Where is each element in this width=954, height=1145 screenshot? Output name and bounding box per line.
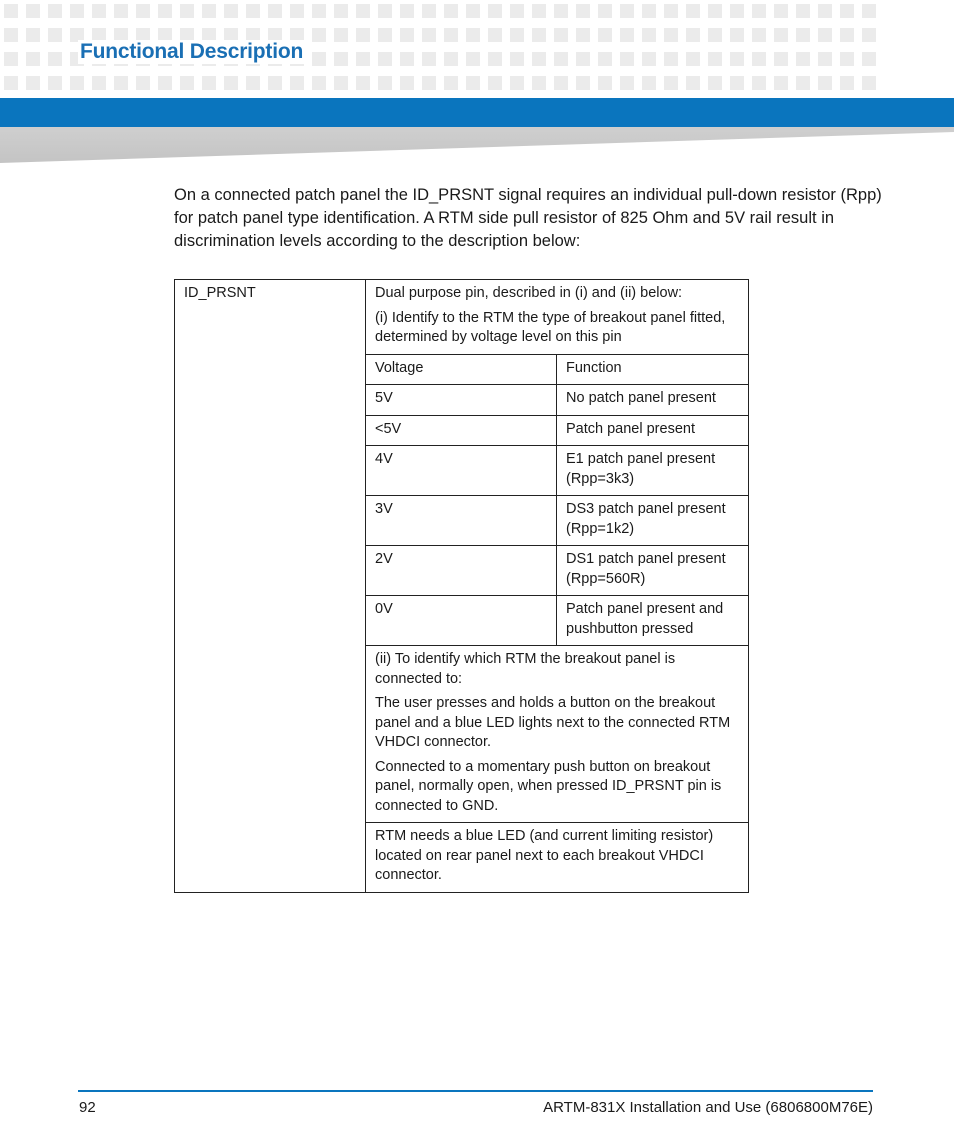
header-pattern-square <box>730 76 744 90</box>
header-pattern-square <box>312 52 326 66</box>
voltage-cell: 3V <box>366 496 557 546</box>
signal-name-cell <box>175 280 366 893</box>
function-header: Function <box>557 354 749 385</box>
header-pattern-square <box>466 52 480 66</box>
header-pattern-square <box>422 76 436 90</box>
header-pattern-square <box>796 52 810 66</box>
header-pattern-square <box>796 28 810 42</box>
header-pattern-square <box>378 52 392 66</box>
header-pattern-square <box>92 76 106 90</box>
header-pattern-square <box>818 76 832 90</box>
header-pattern-square <box>818 4 832 18</box>
header-pattern-square <box>246 4 260 18</box>
header-pattern-square <box>752 76 766 90</box>
header-pattern-square <box>488 76 502 90</box>
header-pattern-square <box>576 76 590 90</box>
header-pattern-square <box>246 76 260 90</box>
header-pattern-square <box>290 4 304 18</box>
header-pattern-square <box>532 4 546 18</box>
header-pattern-square <box>686 4 700 18</box>
header-pattern-square <box>422 52 436 66</box>
header-pattern-square <box>598 4 612 18</box>
header-pattern-square <box>796 4 810 18</box>
header-pattern-square <box>510 28 524 42</box>
header-pattern-square <box>664 76 678 90</box>
header-blue-band <box>0 98 954 127</box>
header-pattern-square <box>686 76 700 90</box>
header-pattern-square <box>686 52 700 66</box>
function-cell: DS1 patch panel present (Rpp=560R) <box>557 546 749 596</box>
header-pattern-square <box>312 28 326 42</box>
description-line: Dual purpose pin, described in (i) and (ii) below: <box>375 285 683 301</box>
function-cell: Patch panel present and pushbutton pressed <box>557 596 749 646</box>
header-pattern-square <box>642 4 656 18</box>
header-pattern-square <box>378 76 392 90</box>
header-pattern-square <box>92 4 106 18</box>
description-line: (i) Identify to the RTM the type of breakout panel fitted, determined by voltage level on this pin <box>375 309 726 345</box>
header-pattern-square <box>48 76 62 90</box>
header-pattern-square <box>598 76 612 90</box>
voltage-cell: 4V <box>366 446 557 496</box>
description-cell <box>366 280 749 355</box>
header-pattern-square <box>444 28 458 42</box>
header-pattern-square <box>356 4 370 18</box>
header-pattern-square <box>576 4 590 18</box>
header-pattern-square <box>202 76 216 90</box>
voltage-cell: 0V <box>366 596 557 646</box>
header-pattern-square <box>664 28 678 42</box>
header-pattern-square <box>862 4 876 18</box>
header-pattern-square <box>708 4 722 18</box>
header-pattern-square <box>752 52 766 66</box>
function-cell: DS3 patch panel present (Rpp=1k2) <box>557 496 749 546</box>
header-pattern-square <box>114 4 128 18</box>
header-pattern-square <box>642 76 656 90</box>
header-pattern-square <box>774 4 788 18</box>
header-pattern-square <box>598 52 612 66</box>
header-pattern-square <box>334 4 348 18</box>
header-pattern-square <box>620 76 634 90</box>
header-pattern-square <box>664 52 678 66</box>
voltage-cell: 5V <box>366 385 557 416</box>
header-pattern-square <box>136 76 150 90</box>
header-pattern-square <box>488 52 502 66</box>
header-pattern-square <box>554 4 568 18</box>
part-ii-line: The user presses and holds a button on the breakout panel and a blue LED lights next to the connected RTM VHDCI connector. <box>375 695 731 750</box>
part-ii-cell <box>366 646 749 823</box>
header-pattern-square <box>202 4 216 18</box>
voltage-cell: <5V <box>366 415 557 446</box>
header-pattern-square <box>224 4 238 18</box>
header-pattern-square <box>642 28 656 42</box>
header-grey-wedge <box>0 127 954 163</box>
header-pattern-square <box>774 28 788 42</box>
header-pattern-square <box>356 28 370 42</box>
header-pattern-square <box>48 28 62 42</box>
header-pattern-square <box>444 52 458 66</box>
page-number: 92 <box>79 1099 96 1116</box>
table-row-description <box>175 280 749 355</box>
header-pattern-square <box>532 76 546 90</box>
header-pattern-square <box>26 4 40 18</box>
header-pattern-square <box>356 76 370 90</box>
part-ii-line: Connected to a momentary push button on breakout panel, normally open, when pressed ID_PRSNT pin is connected to GND. <box>375 758 722 814</box>
section-title: Functional Description <box>80 40 304 63</box>
header-pattern-square <box>532 52 546 66</box>
document-title: ARTM-831X Installation and Use (6806800M76E) <box>543 1099 873 1116</box>
header-pattern-square <box>576 52 590 66</box>
header-pattern-square <box>224 76 238 90</box>
header-pattern-square <box>840 4 854 18</box>
header-pattern-square <box>26 76 40 90</box>
header-pattern-square <box>554 52 568 66</box>
header-pattern-square <box>730 28 744 42</box>
header-pattern-square <box>730 4 744 18</box>
function-cell: No patch panel present <box>557 385 749 416</box>
header-pattern-square <box>752 28 766 42</box>
header-pattern-square <box>4 52 18 66</box>
header-pattern-square <box>400 76 414 90</box>
header-pattern-square <box>400 28 414 42</box>
header-pattern-square <box>774 52 788 66</box>
header-pattern-square <box>26 52 40 66</box>
header-pattern-square <box>334 76 348 90</box>
voltage-header: Voltage <box>366 354 557 385</box>
header-pattern-square <box>158 4 172 18</box>
signal-name: ID_PRSNT <box>184 285 256 301</box>
header-pattern-square <box>180 76 194 90</box>
header-pattern-square <box>466 28 480 42</box>
header-pattern-square <box>290 76 304 90</box>
header-pattern-square <box>70 4 84 18</box>
header-pattern-square <box>576 28 590 42</box>
header-pattern-square <box>444 4 458 18</box>
header-pattern-square <box>510 52 524 66</box>
header-pattern-square <box>422 28 436 42</box>
header-pattern-square <box>818 28 832 42</box>
header-pattern-square <box>554 28 568 42</box>
header-pattern-square <box>840 28 854 42</box>
header-pattern-square <box>4 28 18 42</box>
signal-table <box>174 279 749 893</box>
voltage-cell: 2V <box>366 546 557 596</box>
header-pattern-square <box>312 76 326 90</box>
function-cell: Patch panel present <box>557 415 749 446</box>
header-pattern-square <box>818 52 832 66</box>
header-pattern-square <box>466 76 480 90</box>
header-pattern-square <box>158 76 172 90</box>
header-pattern-square <box>48 52 62 66</box>
function-cell: E1 patch panel present (Rpp=3k3) <box>557 446 749 496</box>
header-pattern-square <box>774 76 788 90</box>
header-pattern-square <box>598 28 612 42</box>
header-pattern-square <box>620 4 634 18</box>
header-pattern-square <box>686 28 700 42</box>
header-pattern-square <box>730 52 744 66</box>
header-pattern-square <box>862 52 876 66</box>
header-pattern-square <box>708 52 722 66</box>
footer-divider <box>78 1090 873 1092</box>
header-pattern-square <box>796 76 810 90</box>
header-pattern-square <box>510 4 524 18</box>
note-cell: RTM needs a blue LED (and current limiting resistor) located on rear panel next to each breakout VHDCI connector. <box>366 823 749 893</box>
header-pattern-square <box>532 28 546 42</box>
header-pattern-square <box>488 4 502 18</box>
intro-paragraph: On a connected patch panel the ID_PRSNT signal requires an individual pull-down resistor (Rpp) for patch panel type identification. A RTM side pull resistor of 825 Ohm and 5V rail result in discrimination levels according to the description below: <box>174 186 882 250</box>
header-pattern-square <box>378 28 392 42</box>
header-pattern-square <box>620 52 634 66</box>
part-ii-line: (ii) To identify which RTM the breakout panel is connected to: <box>375 651 676 687</box>
header-pattern-square <box>4 4 18 18</box>
header-pattern-square <box>510 76 524 90</box>
header-pattern-square <box>334 28 348 42</box>
header-pattern-square <box>48 4 62 18</box>
header-pattern-square <box>444 76 458 90</box>
header-pattern-square <box>114 76 128 90</box>
header-pattern-square <box>862 28 876 42</box>
header-pattern-square <box>840 52 854 66</box>
header-pattern-square <box>554 76 568 90</box>
header-pattern-square <box>466 4 480 18</box>
header-pattern-square <box>488 28 502 42</box>
header-square-row-1 <box>4 4 876 18</box>
header-pattern-square <box>136 4 150 18</box>
header-pattern-square <box>620 28 634 42</box>
header-pattern-square <box>862 76 876 90</box>
header-pattern-square <box>180 4 194 18</box>
header-pattern-square <box>334 52 348 66</box>
header-pattern-square <box>708 28 722 42</box>
header-pattern-square <box>400 52 414 66</box>
header-pattern-square <box>312 4 326 18</box>
header-pattern-square <box>268 4 282 18</box>
header-pattern-square <box>356 52 370 66</box>
header-pattern-square <box>664 4 678 18</box>
header-pattern-square <box>4 76 18 90</box>
header-pattern-square <box>26 28 40 42</box>
header-pattern-square <box>840 76 854 90</box>
header-pattern-square <box>378 4 392 18</box>
header-pattern-square <box>422 4 436 18</box>
header-pattern-square <box>268 76 282 90</box>
header-pattern-square <box>752 4 766 18</box>
header-pattern-square <box>400 4 414 18</box>
header-square-row-4 <box>4 76 876 90</box>
header-pattern-square <box>708 76 722 90</box>
header-pattern-square <box>70 76 84 90</box>
header-pattern-square <box>642 52 656 66</box>
